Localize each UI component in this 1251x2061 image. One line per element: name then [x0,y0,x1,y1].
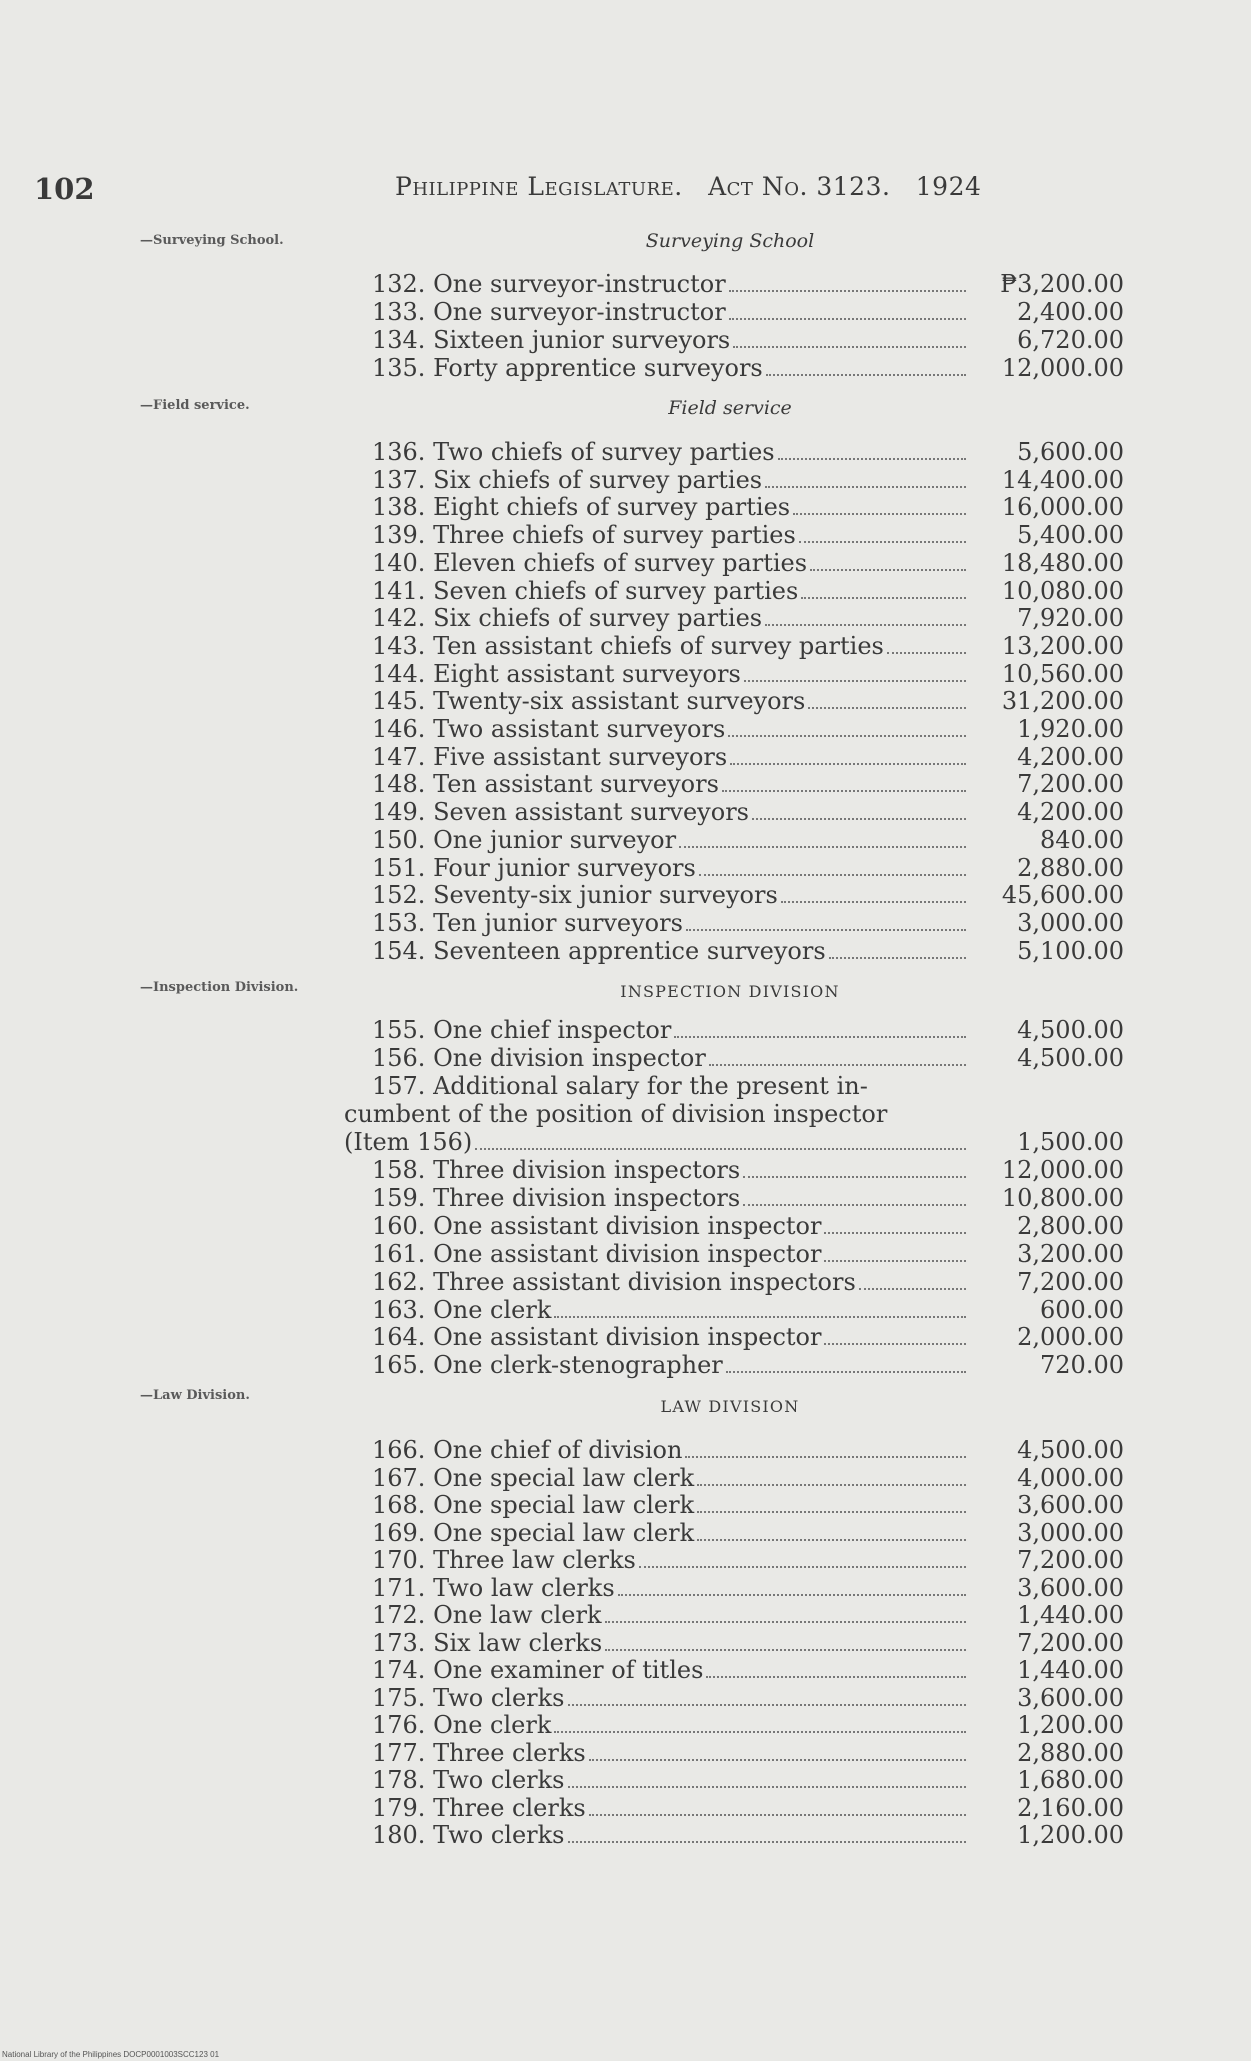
item-amount: 18,480.00 [1001,548,1124,577]
item-amount: 2,800.00 [1017,1211,1124,1240]
item-description: 145. Twenty-six assistant surveyors [372,687,806,716]
item-amount: 2,000.00 [1017,1323,1124,1352]
item-amount: 3,000.00 [1017,1518,1124,1547]
item-amount: 840.00 [1040,825,1124,854]
appropriation-item [372,743,1124,771]
margin-note-field-service: —Field service. [140,398,250,413]
dot-leader [679,845,966,848]
item-description: 154. Seventeen apprentice surveyors [372,936,826,965]
dot-leader [697,1510,966,1513]
item-description: 161. One assistant division inspector [372,1239,822,1268]
appropriation-item [372,1656,1124,1684]
item-description: 175. Two clerks [372,1683,565,1712]
item-amount: 31,200.00 [1001,687,1124,716]
item-description: 174. One examiner of titles [372,1656,704,1684]
margin-note-inspection-division: —Inspection Division. [140,980,299,995]
dot-leader [589,1813,966,1816]
appropriation-item [372,1156,1124,1184]
item-description: 164. One assistant division inspector [372,1323,822,1352]
item-amount: 3,600.00 [1017,1683,1124,1712]
item-amount: 7,200.00 [1017,770,1124,799]
dot-leader [765,623,966,626]
item-description: 171. Two law clerks [372,1573,615,1602]
item-amount: 1,200.00 [1017,1821,1124,1849]
item-amount: 3,200.00 [1017,1239,1124,1268]
item-description: 159. Three division inspectors [372,1183,741,1212]
item-amount: 12,000.00 [1001,1156,1124,1184]
item-amount: 1,200.00 [1017,1711,1124,1739]
appropriation-item [372,521,1124,549]
item-amount: 2,400.00 [1017,298,1124,326]
dot-leader [605,1620,966,1623]
appropriation-item [372,1212,1124,1240]
appropriation-item [372,1574,1124,1602]
dot-leader [810,568,966,571]
item-amount: 10,560.00 [1001,659,1124,688]
appropriation-item [372,1436,1124,1464]
item-amount: ₱3,200.00 [1000,270,1124,298]
dot-leader [801,596,966,599]
item-description: 139. Three chiefs of survey parties [372,521,796,550]
appropriation-item [372,1821,1124,1849]
item-description: 143. Ten assistant chiefs of survey parties [372,631,884,660]
appropriation-item [372,1464,1124,1492]
item-amount: 16,000.00 [1001,493,1124,522]
item-amount: 7,200.00 [1017,1267,1124,1296]
dot-leader [743,1175,966,1178]
dot-leader [824,1342,966,1345]
item-description: 170. Three law clerks [372,1546,636,1574]
item-description: 169. One special law clerk [372,1518,695,1547]
dot-leader [744,679,966,682]
item-description: 144. Eight assistant surveyors [372,659,741,688]
item-amount: 12,000.00 [1001,354,1124,382]
item-description: 166. One chief of division [372,1436,683,1464]
dot-leader [589,1758,966,1761]
item-description: 168. One special law clerk [372,1491,695,1519]
item-description: 132. One surveyor-instructor [372,270,726,298]
dot-leader [699,873,966,876]
page-number: 102 [34,172,95,206]
item-description: 172. One law clerk [372,1601,602,1629]
appropriation-item [372,1684,1124,1712]
item-amount: 1,440.00 [1017,1601,1124,1629]
dot-leader [697,1538,966,1541]
appropriation-item [372,1016,1124,1044]
dot-leader [685,1455,966,1458]
item-description: 152. Seventy-six junior surveyors [372,881,778,910]
item-description: 137. Six chiefs of survey parties [372,465,763,494]
item-description: 177. Three clerks [372,1738,586,1767]
dot-leader [729,289,966,292]
item-description: 158. Three division inspectors [372,1156,741,1184]
dot-leader [730,762,966,765]
footer-note: National Library of the Philippines DOCP0001003SCC123 01 [2,2050,220,2059]
item-description: 179. Three clerks [372,1793,586,1822]
dot-leader [618,1593,966,1596]
dot-leader [605,1648,966,1651]
item-description: 146. Two assistant surveyors [372,715,726,743]
item-amount: 3,000.00 [1017,908,1124,937]
appropriation-item [372,1351,1124,1379]
item-amount: 4,500.00 [1017,1016,1124,1044]
appropriation-item [372,577,1124,605]
appropriation-item [372,909,1124,937]
item-157-text: (Item 156) [344,1128,473,1156]
appropriation-item [372,660,1124,688]
appropriation-item [372,1491,1124,1519]
item-description: 148. Ten assistant surveyors [372,770,719,799]
item-amount: 5,400.00 [1017,521,1124,550]
item-amount: 2,160.00 [1017,1793,1124,1822]
item-157-line2: cumbent of the position of division inspector [344,1100,888,1128]
dot-leader [554,1730,966,1733]
item-amount: 2,880.00 [1017,1738,1124,1767]
dot-leader [674,1035,966,1038]
dot-leader [697,1483,966,1486]
appropriation-item [372,1044,1124,1072]
item-amount: 13,200.00 [1001,631,1124,660]
item-description: 134. Sixteen junior surveyors [372,326,731,354]
item-amount: 5,600.00 [1017,438,1124,466]
appropriation-item [372,1711,1124,1739]
appropriation-item [372,438,1124,466]
dot-leader [686,928,966,931]
dot-leader [475,1147,966,1150]
margin-note-surveying-school: —Surveying School. [140,233,284,248]
appropriation-item [372,1296,1124,1324]
item-amount: 10,080.00 [1001,576,1124,605]
appropriation-item [372,1794,1124,1822]
dot-leader [639,1565,966,1568]
item-description: 151. Four junior surveyors [372,853,696,882]
dot-leader [824,1259,966,1262]
dot-leader [859,1287,966,1290]
item-amount: 2,880.00 [1017,853,1124,882]
appropriation-item [372,854,1124,882]
appropriation-item [372,798,1124,826]
dot-leader [752,817,966,820]
section-heading-law-division: LAW DIVISION [660,1397,800,1416]
item-description: 138. Eight chiefs of survey parties [372,493,791,522]
dot-leader [743,1203,966,1206]
item-amount: 4,200.00 [1017,742,1124,771]
item-description: 163. One clerk [372,1295,552,1324]
dot-leader [799,540,966,543]
dot-leader [722,789,966,792]
item-157-line1: 157. Additional salary for the present in- [372,1072,868,1100]
appropriation-item [372,1739,1124,1767]
dot-leader [824,1231,966,1234]
appropriation-item [372,298,1124,326]
item-amount: 1,680.00 [1017,1766,1124,1794]
item-description: 156. One division inspector [372,1044,706,1072]
item-amount: 5,100.00 [1017,936,1124,965]
item-description: 155. One chief inspector [372,1016,672,1044]
appropriation-item [372,1268,1124,1296]
dot-leader [706,1675,966,1678]
appropriation-item [372,1546,1124,1574]
running-head [395,172,981,201]
section-heading-surveying-school: Surveying School [645,230,815,252]
item-amount: 7,920.00 [1017,604,1124,633]
dot-leader [733,345,966,348]
item-amount: 4,000.00 [1017,1463,1124,1492]
appropriation-item [372,826,1124,854]
item-description: 149. Seven assistant surveyors [372,798,749,827]
item-description: 142. Six chiefs of survey parties [372,604,763,633]
appropriation-item [372,770,1124,798]
appropriation-item [372,1629,1124,1657]
item-amount: 6,720.00 [1017,326,1124,354]
dot-leader [568,1703,967,1706]
item-description: 160. One assistant division inspector [372,1211,822,1240]
item-description: 133. One surveyor-instructor [372,298,726,326]
item-amount: 600.00 [1040,1295,1124,1324]
item-amount: 3,600.00 [1017,1573,1124,1602]
appropriation-item [372,354,1124,382]
item-amount: 14,400.00 [1001,465,1124,494]
item-amount: 4,500.00 [1017,1436,1124,1464]
item-description: 140. Eleven chiefs of survey parties [372,548,808,577]
dot-leader [765,485,966,488]
appropriation-item [372,604,1124,632]
item-description: 150. One junior surveyor [372,825,677,854]
appropriation-item [372,326,1124,354]
item-description: 135. Forty apprentice surveyors [372,354,763,382]
item-description: 136. Two chiefs of survey parties [372,438,775,466]
appropriation-item [372,549,1124,577]
appropriation-item [372,466,1124,494]
appropriation-item [372,1184,1124,1212]
item-amount: 1,920.00 [1017,715,1124,743]
item-amount: 7,200.00 [1017,1628,1124,1657]
section-heading-field-service: Field service [668,397,792,419]
section-heading-inspection-division: INSPECTION DIVISION [620,982,840,1001]
running-head-year: 1924 [915,172,982,201]
dot-leader [829,956,966,959]
item-description: 141. Seven chiefs of survey parties [372,576,799,605]
dot-leader [726,1370,966,1373]
dot-leader [554,1315,966,1318]
item-amount: 10,800.00 [1001,1183,1124,1212]
item-amount: 720.00 [1040,1351,1124,1380]
item-amount: 7,200.00 [1017,1546,1124,1574]
item-amount: 4,500.00 [1017,1044,1124,1072]
appropriation-item [372,270,1124,298]
item-description: 176. One clerk [372,1711,552,1739]
appropriation-item [372,881,1124,909]
appropriation-item [372,493,1124,521]
margin-note-law-division: —Law Division. [140,1388,250,1403]
appropriation-item [372,937,1124,965]
appropriation-item [372,632,1124,660]
item-description: 180. Two clerks [372,1821,565,1849]
item-description: 178. Two clerks [372,1766,565,1794]
appropriation-item [372,687,1124,715]
item-description: 147. Five assistant surveyors [372,742,728,771]
item-description: 165. One clerk-stenographer [372,1351,723,1380]
item-amount: 4,200.00 [1017,798,1124,827]
appropriation-item [372,1519,1124,1547]
dot-leader [568,1785,967,1788]
dot-leader [729,317,966,320]
appropriation-item [372,1766,1124,1794]
dot-leader [887,651,966,654]
dot-leader [778,457,966,460]
dot-leader [766,373,966,376]
running-head-title: Philippine Legislature. [395,172,683,201]
item-description: 173. Six law clerks [372,1628,603,1657]
item-description: 153. Ten junior surveyors [372,908,683,937]
item-157-line3 [344,1128,1124,1156]
appropriation-item [372,1323,1124,1351]
item-description: 167. One special law clerk [372,1463,695,1492]
running-head-act: Act No. 3123. [708,172,891,201]
dot-leader [793,512,966,515]
item-amount: 3,600.00 [1017,1491,1124,1519]
dot-leader [709,1063,966,1066]
item-157-amount: 1,500.00 [1017,1128,1124,1156]
dot-leader [808,706,966,709]
dot-leader [568,1840,967,1843]
item-amount: 45,600.00 [1001,881,1124,910]
dot-leader [781,900,966,903]
dot-leader [728,734,966,737]
item-amount: 1,440.00 [1017,1656,1124,1684]
appropriation-item [372,715,1124,743]
appropriation-item [372,1601,1124,1629]
appropriation-item [372,1240,1124,1268]
item-description: 162. Three assistant division inspectors [372,1267,856,1296]
